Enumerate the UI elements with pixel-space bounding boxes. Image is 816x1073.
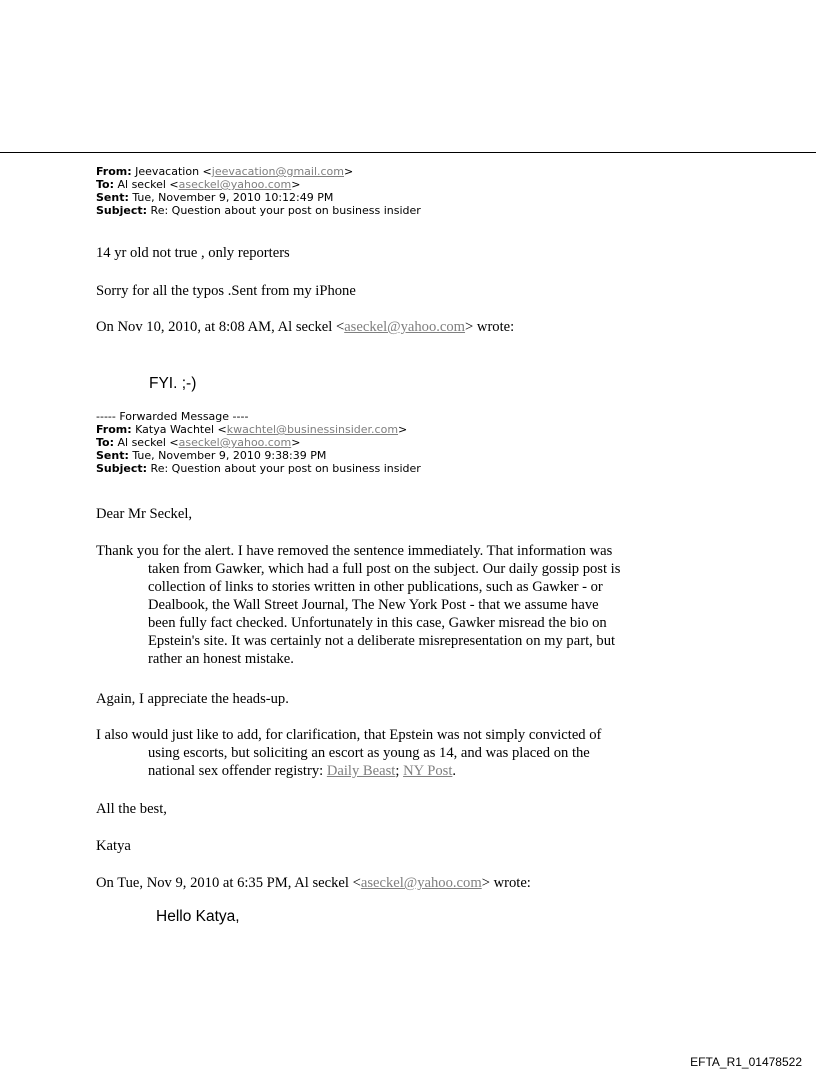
fwd-sent-value: Tue, November 9, 2010 9:38:39 PM <box>132 449 327 462</box>
fwd-from-row <box>96 423 421 436</box>
fyi-text: FYI. ;-) <box>149 375 197 392</box>
to-name: Al seckel < <box>117 178 179 191</box>
daily-beast-link[interactable]: Daily Beast <box>326 763 396 779</box>
fwd-to-label: To: <box>96 436 114 449</box>
paragraph-line: Dealbook, the Wall Street Journal, The New York Post - that we assume have <box>148 597 599 613</box>
email-header <box>96 165 421 217</box>
paragraph-line: I also would just like to add, for clarification, that Epstein was not simply convicted of <box>96 727 602 743</box>
fwd-from-label: From: <box>96 423 132 436</box>
subject-label: Subject: <box>96 204 148 217</box>
fwd-from-name: Katya Wachtel < <box>135 423 227 436</box>
link-separator: ; <box>395 763 404 779</box>
sentence-end: . <box>452 763 457 779</box>
signature: Katya <box>96 838 131 854</box>
paragraph-line: collection of links to stories written in other publications, such as Gawker - or <box>148 579 603 595</box>
to-email-link[interactable]: aseckel@yahoo.com <box>178 178 292 191</box>
body-line-typos: Sorry for all the typos .Sent from my iPhone <box>96 283 356 299</box>
from-close: > <box>344 165 354 178</box>
quote-intro <box>96 318 716 336</box>
heads-up-line: Again, I appreciate the heads-up. <box>96 691 289 707</box>
fwd-to-name: Al seckel < <box>117 436 179 449</box>
fwd-from-email-link[interactable]: kwachtel@businessinsider.com <box>226 423 399 436</box>
forwarded-header <box>96 410 421 475</box>
quote2-email-link[interactable]: aseckel@yahoo.com <box>360 875 482 891</box>
fwd-to-email-link[interactable]: aseckel@yahoo.com <box>178 436 292 449</box>
from-row <box>96 165 421 178</box>
to-row <box>96 178 421 191</box>
fwd-subject-row <box>96 462 421 475</box>
subject-value: Re: Question about your post on business insider <box>150 204 421 217</box>
hello-katya: Hello Katya, <box>156 908 240 925</box>
paragraph-line: Epstein's site. It was certainly not a deliberate misrepresentation on my part, but <box>148 633 616 649</box>
paragraph-line: been fully fact checked. Unfortunately in this case, Gawker misread the bio on <box>148 615 607 631</box>
greeting: Dear Mr Seckel, <box>96 506 193 522</box>
to-label: To: <box>96 178 114 191</box>
paragraph-line: using escorts, but soliciting an escort as young as 14, and was placed on the <box>148 745 590 761</box>
fwd-sent-row <box>96 449 421 462</box>
subject-row <box>96 204 421 217</box>
from-name: Jeevacation < <box>135 165 212 178</box>
sent-label: Sent: <box>96 191 129 204</box>
fwd-to-row <box>96 436 421 449</box>
quote-intro-email-link[interactable]: aseckel@yahoo.com <box>344 319 466 335</box>
paragraph-clarification <box>96 726 736 780</box>
forwarded-marker: ----- Forwarded Message ---- <box>96 410 249 423</box>
header-divider <box>0 152 816 153</box>
sent-value: Tue, November 9, 2010 10:12:49 PM <box>132 191 334 204</box>
registry-text: national sex offender registry: <box>148 763 327 779</box>
quote2-intro-post: > wrote: <box>481 875 531 891</box>
paragraph-alert <box>96 542 736 668</box>
paragraph-line: taken from Gawker, which had a full post on the subject. Our daily gossip post is <box>148 561 621 577</box>
sent-row <box>96 191 421 204</box>
closing: All the best, <box>96 801 167 817</box>
from-email-link[interactable]: jeevacation@gmail.com <box>211 165 345 178</box>
to-close: > <box>291 178 301 191</box>
fwd-subject-label: Subject: <box>96 462 148 475</box>
paragraph-line: rather an honest mistake. <box>148 651 294 667</box>
ny-post-link[interactable]: NY Post <box>403 763 453 779</box>
quote-intro-post: > wrote: <box>465 319 515 335</box>
fwd-to-close: > <box>291 436 301 449</box>
document-id: EFTA_R1_01478522 <box>690 1055 802 1069</box>
body-line-not-true: 14 yr old not true , only reporters <box>96 245 290 261</box>
paragraph-line: Thank you for the alert. I have removed the sentence immediately. That information was <box>96 543 613 559</box>
quote2-intro-pre: On Tue, Nov 9, 2010 at 6:35 PM, Al seckel < <box>96 875 361 891</box>
from-label: From: <box>96 165 132 178</box>
fwd-subject-value: Re: Question about your post on business insider <box>150 462 421 475</box>
fwd-from-close: > <box>398 423 408 436</box>
quote2-intro <box>96 874 716 892</box>
fwd-sent-label: Sent: <box>96 449 129 462</box>
paragraph-line-links <box>96 762 736 780</box>
quote-intro-pre: On Nov 10, 2010, at 8:08 AM, Al seckel < <box>96 319 345 335</box>
